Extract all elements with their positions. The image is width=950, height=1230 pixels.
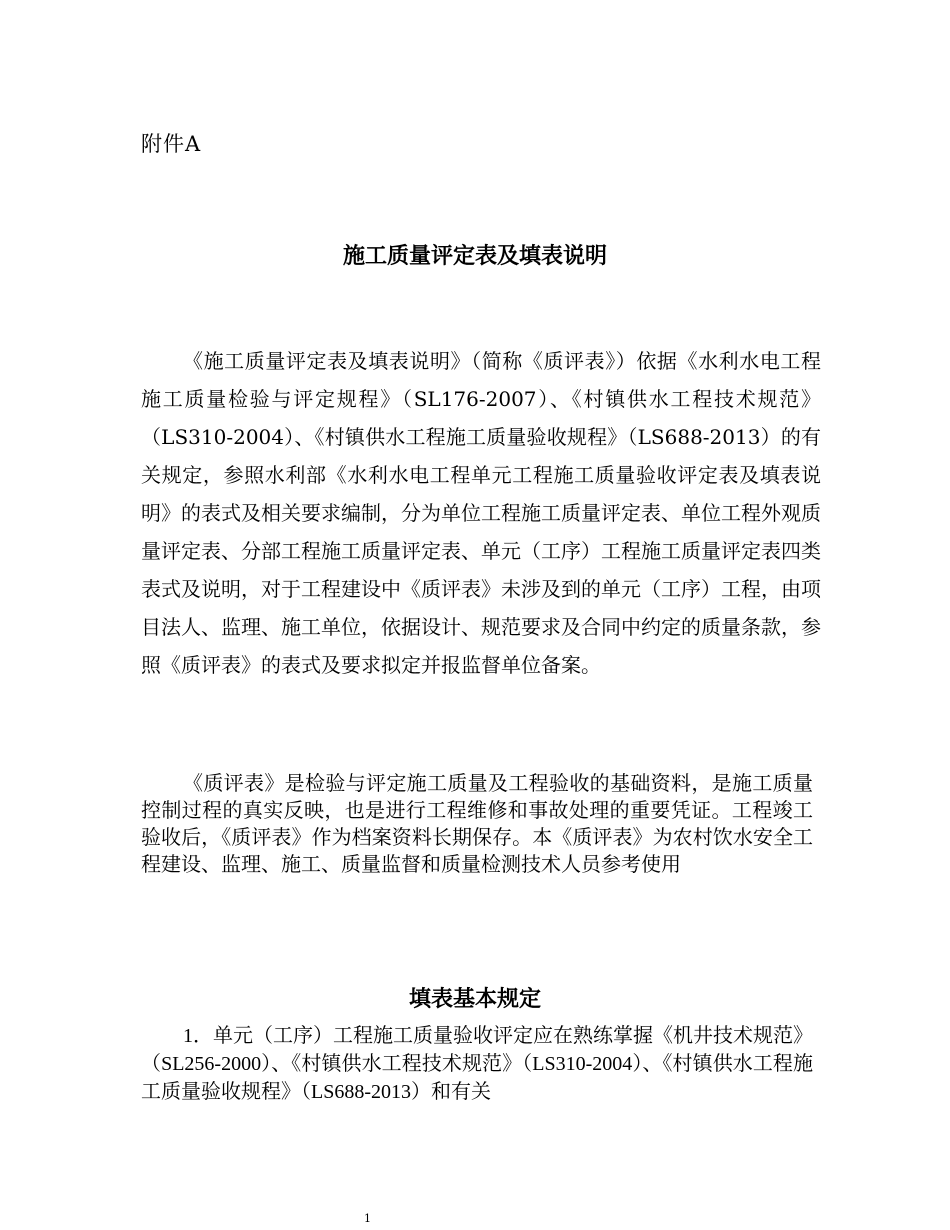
document-title: 施工质量评定表及填表说明 bbox=[342, 243, 607, 269]
annex-label: 附件A bbox=[141, 132, 202, 156]
section-title: 填表基本规定 bbox=[408, 986, 541, 1012]
rule-item-1: 1．单元（工序）工程施工质量验收评定应在熟练掌握《机井技术规范》（SL256-2000）、《村镇供水工程技术规范》（LS310-2004）、《村镇供水工程施工质量验收规程》（LS688-2013）和有关 bbox=[141, 1025, 813, 1103]
intro-paragraph-2: 《质评表》是检验与评定施工质量及工程验收的基础资料，是施工质量控制过程的真实反映，也是进行工程维修和事故处理的重要凭证。工程竣工验收后，《质评表》作为档案资料长期保存。本《质评表》为农村饮水安全工程建设、监理、施工、质量监督和质量检测技术人员参考使用 bbox=[141, 771, 813, 876]
page-number: 1 bbox=[364, 1212, 371, 1225]
intro-paragraph-1: 《施工质量评定表及填表说明》（简称《质评表》）依据《水利水电工程施工质量检验与评定规程》（SL176-2007）、《村镇供水工程技术规范》（LS310-2004）、《村镇供水工程施工质量验收规程》（LS688-2013）的有关规定，参照水利部《水利水电工程单元工程施工质量验收评定表及填表说明》的表式及相关要求编制，分为单位工程施工质量评定表、单位工程外观质量评定表、分部工程施工质量评定表、单元（工序）工程施工质量评定表四类表式及说明，对于工程建设中《质评表》未涉及到的单元（工序）工程，由项目法人、监理、施工单位，依据设计、规范要求及合同中约定的质量条款，参照《质评表》的表式及要求拟定并报监督单位备案。 bbox=[141, 349, 821, 677]
